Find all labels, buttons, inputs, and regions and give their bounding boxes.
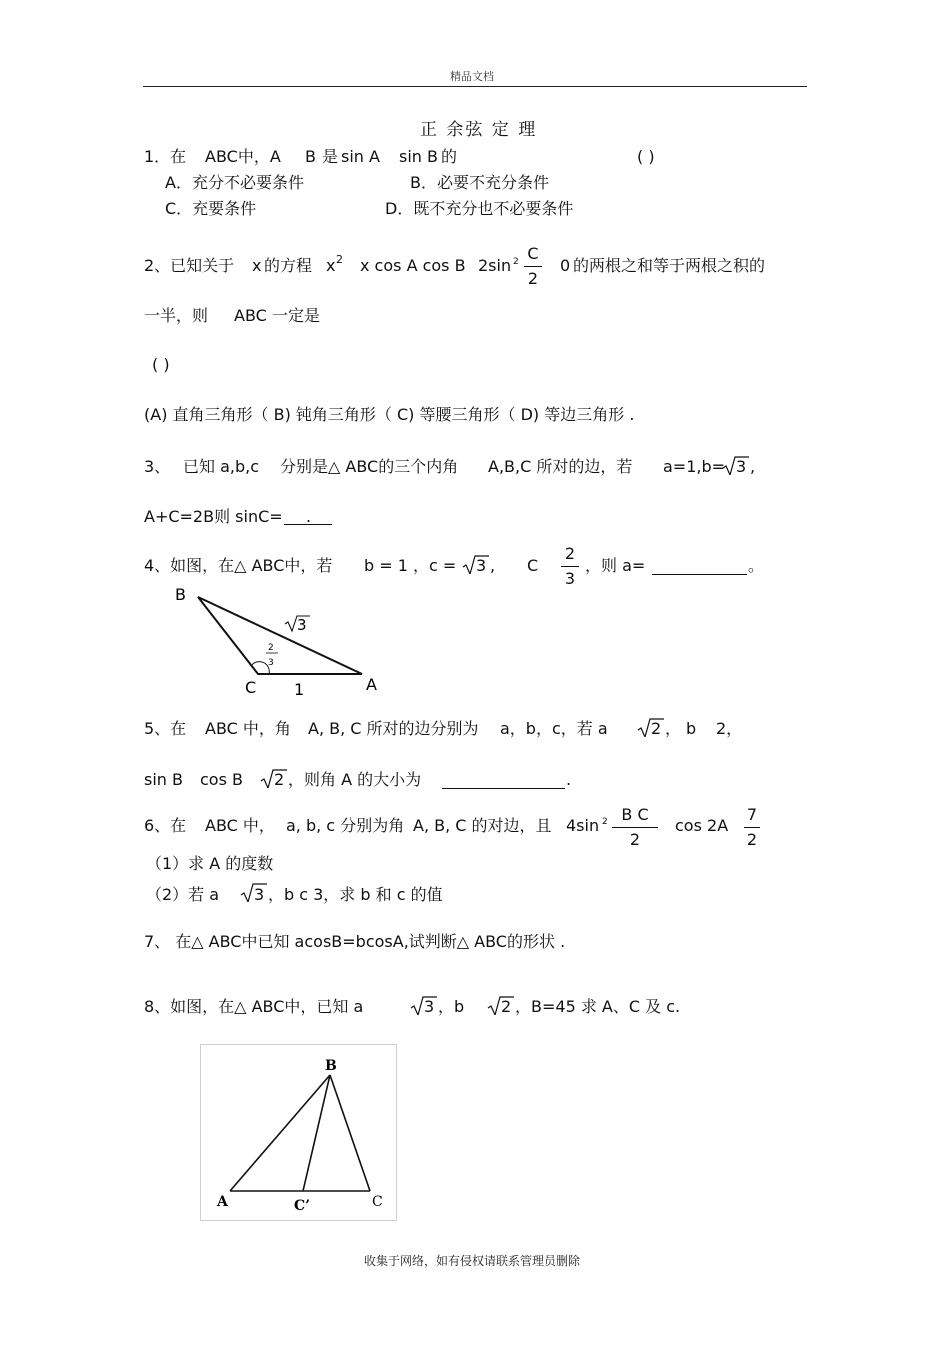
page-header: 精品文档 [450, 70, 494, 83]
q4-fraction [561, 544, 579, 589]
q3-part4: A,B,C 所对的边，若 [488, 457, 633, 476]
q1-option-c: C．充要条件 [165, 199, 257, 218]
q2-part7: 的两根之和等于两根之积的 [573, 256, 766, 275]
q4-part1: 4、如图，在△ ABC中，若 [144, 556, 333, 575]
q8-sqrt2: 2 [501, 997, 512, 1016]
q3-part5: a=1,b= [663, 457, 726, 476]
fig8-label-c-prime: C’ [294, 1198, 311, 1214]
q5-part3: A, B, C 所对的边分别为 [308, 719, 479, 738]
q1-stem-d: sin A [341, 147, 380, 166]
q6-sub1: （1）求 A 的度数 [146, 854, 274, 873]
q6-sqrt-value: 3 [254, 885, 265, 904]
q2-part1: 2、已知关于 [144, 256, 235, 275]
q2-zero: 0 [560, 256, 571, 275]
fig8-label-b: B [325, 1058, 337, 1074]
q2-cos-term: x cos A cos B [360, 256, 466, 275]
q2-line2: 一半，则 [144, 306, 209, 325]
fraction-bar [744, 827, 760, 828]
q6-sub2a: （2）若 a [146, 885, 220, 904]
q6-fraction-2-num: 7 [746, 805, 758, 824]
q6-fraction-2 [744, 805, 760, 850]
q1-stem-e: sin B [399, 147, 438, 166]
q5-sqrt-value-2: 2 [274, 770, 285, 789]
q6-fraction-2-den: 2 [746, 830, 758, 849]
fraction-bar [561, 566, 579, 567]
q8-sqrt3: 3 [424, 997, 435, 1016]
fig4-label-b: B [175, 585, 186, 604]
fig4-angle-num: 2 [268, 643, 274, 653]
header-rule [143, 86, 807, 87]
q5-part1: 5、在 [144, 719, 187, 738]
q2-answer-bracket: ( ) [152, 355, 170, 374]
page-footer: 收集于网络，如有侵权请联系管理员删除 [364, 1254, 581, 1268]
q6-part5: 4sin [566, 816, 600, 835]
q5-comma: ， [665, 719, 682, 738]
q8-part1: 8、如图，在△ ABC中，已知 a [144, 997, 364, 1016]
q3-number: 3、 [144, 457, 171, 476]
q3-sqrt-value: 3 [736, 457, 747, 476]
q5-answer-blank[interactable] [442, 770, 565, 789]
q5-cosb: cos B [200, 770, 243, 789]
q5-two: 2， [716, 719, 743, 738]
q2-line2-end: 一定是 [272, 306, 321, 325]
question-7: 7、 在△ ABC中已知 acosB=bcosA,试判断△ ABC的形状 . [144, 932, 566, 951]
fig4-label-a: A [366, 675, 377, 694]
q4-answer-blank[interactable] [652, 556, 747, 575]
fraction-bar [524, 266, 542, 267]
q1-stem-a: ABC中，A [205, 147, 281, 166]
q6-part2: ABC 中， [205, 816, 275, 835]
q2-part3: 的方程 [264, 256, 313, 275]
q2-fraction [524, 244, 542, 289]
q2-line2-abc: ABC [234, 306, 267, 325]
q1-number: 1．在 [144, 147, 187, 166]
q1-option-d: D．既不充分也不必要条件 [385, 199, 574, 218]
q3-blank-dot: . [306, 507, 312, 526]
q1-option-b: B．必要不充分条件 [410, 173, 549, 192]
q6-part3: a, b, c 分别为角 [286, 816, 405, 835]
q6-part1: 6、在 [144, 816, 187, 835]
q3-part3: 分别是△ ABC的三个内角 [280, 457, 459, 476]
q5-line2c: ，则角 A 的大小为 [288, 770, 422, 789]
fig8-label-c: C [372, 1194, 383, 1210]
q4-sqrt-value: 3 [476, 556, 487, 575]
q5-part4: a，b，c，若 a [500, 719, 608, 738]
q4-angle-c: C [527, 556, 539, 575]
q2-fraction-den: 2 [527, 269, 539, 288]
figure-frame [201, 1045, 397, 1221]
q5-part2: ABC 中，角 [205, 719, 291, 738]
q1-option-a: A．充分不必要条件 [165, 173, 304, 192]
q4-fraction-num: 2 [564, 544, 576, 563]
q1-answer-bracket: ( ) [637, 147, 655, 166]
q8-triangle-figure [200, 1044, 398, 1222]
q1-stem-c: 是 [322, 147, 339, 166]
q4-part5: ，则 a= [585, 556, 646, 575]
q8-part3: ，B=45 求 A、C 及 c. [515, 997, 681, 1016]
q5-period: . [566, 770, 572, 789]
q6-exponent: 2 [602, 817, 608, 827]
q5-sinb: sin B [144, 770, 183, 789]
q2-var-x: x [252, 256, 262, 275]
q4-part2: b = 1 ，c = [364, 556, 457, 575]
q2-exponent-2: 2 [513, 257, 519, 267]
q2-fraction-num: C [527, 244, 539, 263]
q2-sin-term: 2sin [478, 256, 512, 275]
fig4-side-1: 1 [294, 680, 305, 699]
q3-line2: A+C=2B则 sinC= [144, 507, 283, 526]
q6-fraction-1 [612, 805, 658, 850]
q6-sub2b: ，b c 3，求 b 和 c 的值 [268, 885, 443, 904]
q3-comma: , [750, 457, 756, 476]
q2-options: (A) 直角三角形（ B) 钝角三角形（ C) 等腰三角形（ D) 等边三角形 . [144, 405, 635, 424]
q5-sqrt-value: 2 [651, 719, 662, 738]
q5-b: b [686, 719, 697, 738]
q4-comma: , [490, 556, 496, 575]
fig4-side-label: 3 [297, 616, 307, 634]
q8-part2: ，b [438, 997, 465, 1016]
q2-exponent: 2 [336, 253, 343, 266]
q4-triangle-figure [165, 580, 395, 705]
q6-fraction-1-den: 2 [629, 830, 641, 849]
triangle-abc [198, 597, 362, 674]
fig4-angle-den: 3 [268, 658, 274, 668]
fig4-label-c: C [245, 678, 257, 697]
page-title: 正 余弦 定 理 [420, 120, 538, 140]
q3-part2: 已知 a,b,c [183, 457, 260, 476]
q4-period: 。 [748, 556, 765, 575]
q6-cos2a: cos 2A [675, 816, 729, 835]
q1-stem-b: B [305, 147, 316, 166]
fig8-label-a: A [217, 1194, 228, 1210]
q6-part4: A, B, C 的对边，且 [413, 816, 552, 835]
q4-fraction-den: 3 [564, 569, 576, 588]
q1-stem-f: 的 [441, 147, 458, 166]
q2-x: x [326, 256, 336, 275]
q6-fraction-1-num: B C [621, 805, 649, 824]
fraction-bar [612, 827, 658, 828]
